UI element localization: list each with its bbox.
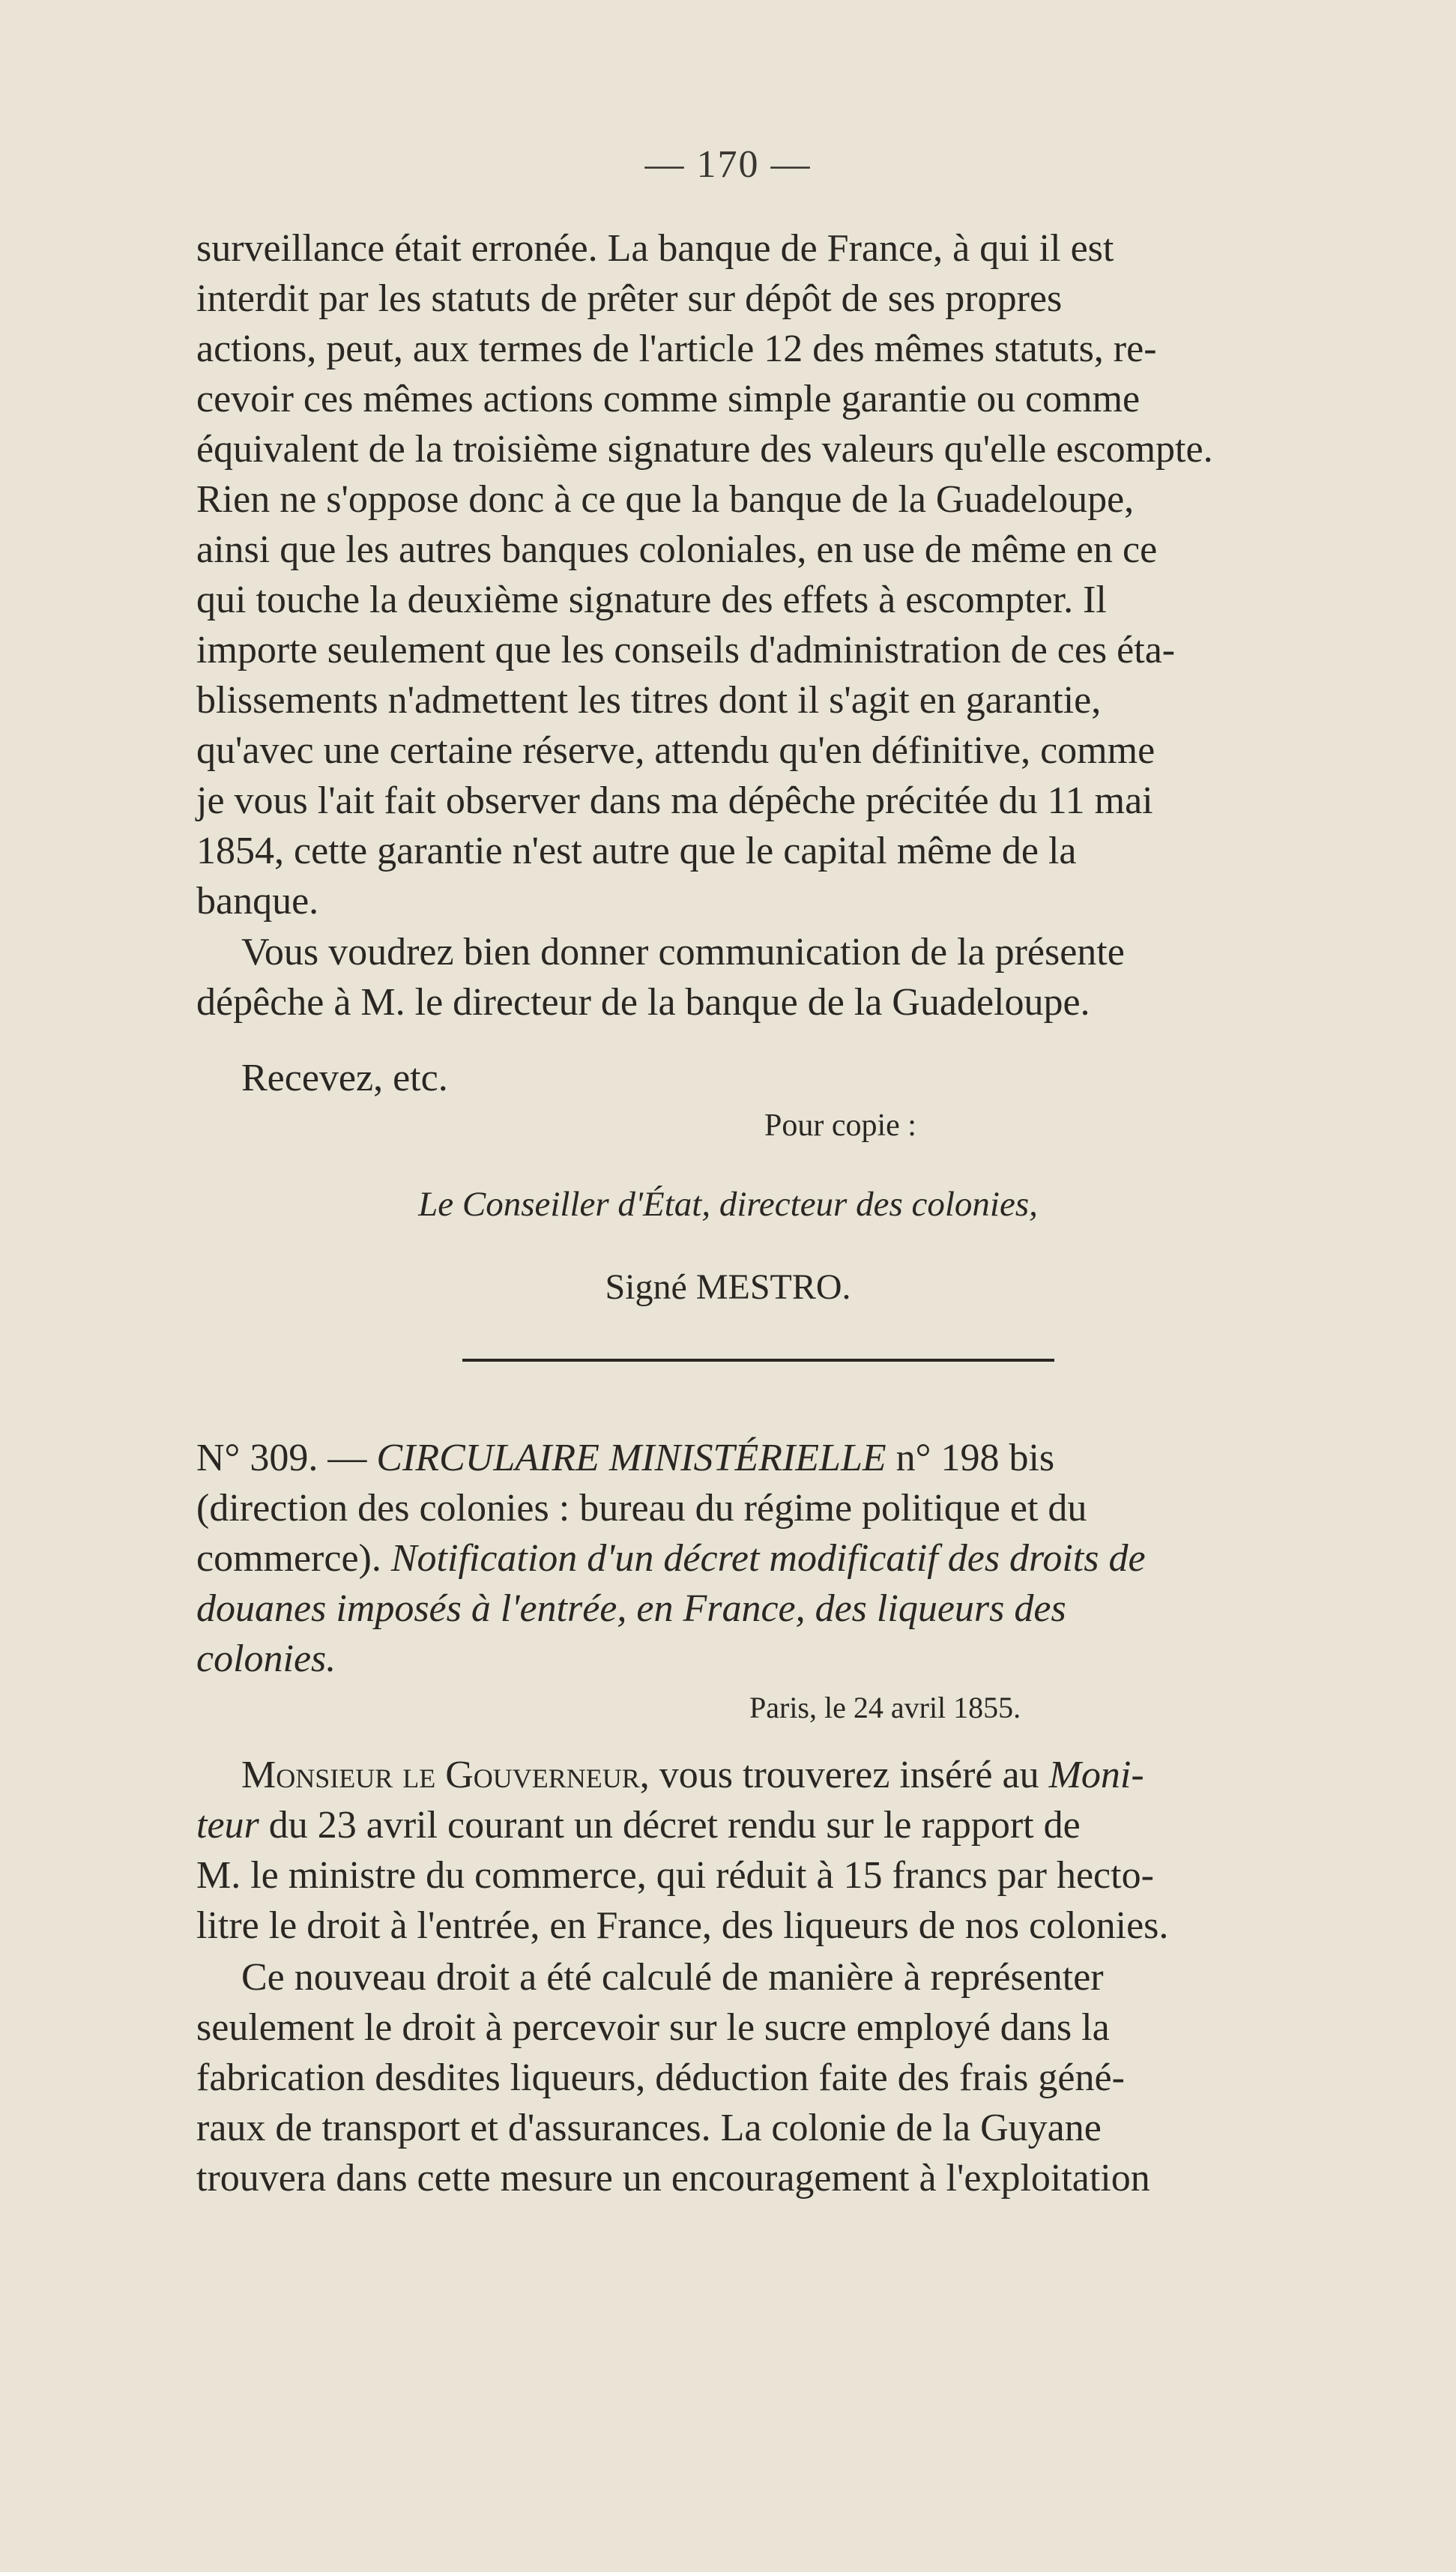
circular-heading xyxy=(196,1433,1373,1684)
para1-line: cevoir ces mêmes actions comme simple garantie ou comme xyxy=(196,378,1141,420)
circular-title: CIRCULAIRE MINISTÉRIELLE xyxy=(376,1437,886,1479)
para1-line: qu'avec une certaine réserve, attendu qu'en définitive, comme xyxy=(196,729,1156,772)
conseiller-title: Le Conseiller d'État, directeur des colonies, xyxy=(418,1185,1038,1224)
para2-line: Vous voudrez bien donner communication de la présente xyxy=(241,931,1125,973)
para4-line: seulement le droit à percevoir sur le sucre employé dans la xyxy=(196,2006,1110,2049)
para1-line: je vous l'ait fait observer dans ma dépêche précitée du 11 mai xyxy=(196,779,1153,822)
section-divider xyxy=(462,1359,1054,1362)
paragraph-banque xyxy=(196,223,1373,926)
circular-heading-line1 xyxy=(196,1433,1373,1483)
para1-line: Rien ne s'oppose donc à ce que la banque de la Guadeloupe, xyxy=(196,478,1135,521)
page-number: — 170 — xyxy=(644,143,812,186)
circular-line3-plain: commerce). xyxy=(196,1537,391,1580)
para1-line: ainsi que les autres banques coloniales, en use de même en ce xyxy=(196,528,1158,571)
para1-line: 1854, cette garantie n'est autre que le capital même de la xyxy=(196,830,1077,872)
circular-date: Paris, le 24 avril 1855. xyxy=(749,1691,1021,1724)
para1-line: banque. xyxy=(196,880,319,923)
decret-line2-text: du 23 avril courant un décret rendu sur le rapport de xyxy=(259,1804,1081,1847)
closing-recevez xyxy=(196,1053,1373,1103)
para2-line: dépêche à M. le directeur de la banque de la Guadeloupe. xyxy=(196,981,1090,1024)
moniteur-start: Moni- xyxy=(1048,1754,1144,1796)
signature-line: Signé MESTRO. xyxy=(605,1267,851,1307)
para4-line: Ce nouveau droit a été calculé de manière à représenter xyxy=(241,1956,1104,1999)
circular-heading-line2: (direction des colonies : bureau du régime politique et du xyxy=(196,1487,1087,1530)
circular-heading-line5: colonies. xyxy=(196,1637,336,1680)
para4-line: trouvera dans cette mesure un encouragement à l'exploitation xyxy=(196,2157,1150,2200)
recevez-text: Recevez, etc. xyxy=(241,1057,448,1099)
decret-line1 xyxy=(196,1750,1373,1800)
moniteur-end: teur xyxy=(196,1804,259,1847)
pour-copie: Pour copie : xyxy=(764,1108,916,1143)
circular-heading-line3 xyxy=(196,1533,1373,1584)
para1-line: qui touche la deuxième signature des effets à escompter. Il xyxy=(196,579,1107,621)
para1-line: importe seulement que les conseils d'administration de ces éta- xyxy=(196,629,1176,671)
decret-line4: litre le droit à l'entrée, en France, des liqueurs de nos colonies. xyxy=(196,1904,1169,1947)
circular-subject-start: Notification d'un décret modificatif des droits de xyxy=(390,1537,1146,1580)
para4-line: raux de transport et d'assurances. La colonie de la Guyane xyxy=(196,2107,1102,2149)
paragraph-communication xyxy=(196,927,1373,1027)
circular-number: N° 309. — xyxy=(196,1437,377,1479)
para1-line: blissements n'admettent les titres dont il s'agit en garantie, xyxy=(196,679,1102,722)
circular-ref: n° 198 bis xyxy=(886,1437,1055,1479)
para1-line: surveillance était erronée. La banque de France, à qui il est xyxy=(196,227,1114,270)
para1-line: équivalent de la troisième signature des valeurs qu'elle escompte. xyxy=(196,428,1213,471)
para1-line: interdit par les statuts de prêter sur dépôt de ses propres xyxy=(196,277,1063,320)
decret-line2 xyxy=(196,1800,1373,1850)
circular-heading-line4: douanes imposés à l'entrée, en France, des liqueurs des xyxy=(196,1587,1066,1630)
decret-line1-text: , vous trouverez inséré au xyxy=(639,1754,1049,1796)
decret-line3: M. le ministre du commerce, qui réduit à 15 francs par hecto- xyxy=(196,1854,1154,1897)
salutation: Monsieur le Gouverneur xyxy=(241,1754,640,1796)
paragraph-nouveau-droit xyxy=(196,1952,1373,2203)
para4-line: fabrication desdites liqueurs, déduction faite des frais géné- xyxy=(196,2056,1125,2099)
paragraph-decret xyxy=(196,1750,1373,1951)
para1-line: actions, peut, aux termes de l'article 12 des mêmes statuts, re- xyxy=(196,327,1157,370)
